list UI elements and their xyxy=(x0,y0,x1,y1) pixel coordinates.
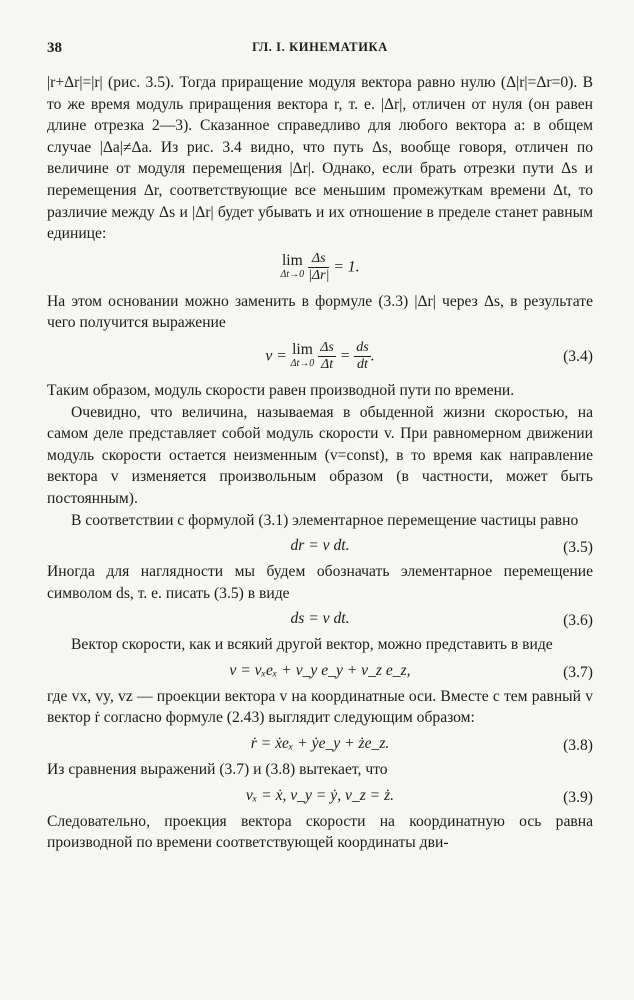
equation-number: (3.8) xyxy=(563,737,593,755)
paragraph: Иногда для наглядности мы будем обозначать элементарное перемещение символом ds, т. е. писать (3.5) в виде xyxy=(47,563,593,602)
limit-operator: lim Δt→0 xyxy=(280,252,305,281)
paragraph: В соответствии с формулой (3.1) элементарное перемещение частицы равно xyxy=(71,511,579,529)
fraction: $\frac{\Delta s}{\Delta t}$ xyxy=(320,339,334,372)
paragraph: |r+Δr|=|r| (рис. 3.5). Тогда приращение модуля вектора равно нулю (Δ|r|=Δr=0). В то же время модуль приращения вектора r, т. е. |Δr|, отличен от нуля (он равен длине отрезка 2—3). Сказанное справедливо для любого вектора a: в общем случае |Δa|≠Δa. Из рис. 3.4 видно, что путь Δs, вообще говоря, отличен по величине от модуля перемещения |Δr|. Однако, если брать отрезки пути Δs и перемещения Δr, соответствующие все меньшим промежуткам времени Δt, то различие между Δs и |Δr| будет убывать и их отношение в пределе станет равным единице: xyxy=(47,74,593,243)
paragraph: Вектор скорости, как и всякий другой вектор, можно представить в виде xyxy=(71,636,553,654)
equation-number: (3.7) xyxy=(563,663,593,681)
equation-number: (3.5) xyxy=(563,539,593,557)
equation-3-6: ds = v dt. (3.6) xyxy=(47,604,593,634)
page-header xyxy=(47,40,593,60)
page-number: 38 xyxy=(47,40,62,56)
running-title: ГЛ. I. КИНЕМАТИКА xyxy=(252,40,388,54)
fraction: $\frac{\Delta s}{|\Delta r|}$ xyxy=(308,250,330,283)
limit-operator: lim Δt→0 xyxy=(290,341,315,370)
paragraph: Таким образом, модуль скорости равен производной пути по времени. xyxy=(47,381,515,399)
equation-3-5: dr = v dt. (3.5) xyxy=(47,531,593,561)
equation-limit: lim Δt→0 $\frac{\Delta s}{|\Delta r|}$ = 1. xyxy=(280,250,360,283)
equation-3-7: v = vₓeₓ + v_y e_y + v_z e_z, (3.7) xyxy=(47,656,593,686)
paragraph: Очевидно, что величина, называемая в обыденной жизни скоростью, на самом деле представляет собой модуль скорости v. При равномерном движении модуль скорости остается неизменным (v=const), в то время как направление вектора v изменяется произвольным образом (в частности, может быть постоянным). xyxy=(47,403,593,507)
fraction: $\frac{ds}{dt}$ xyxy=(356,339,369,372)
equation-3-8: ṙ = ẋeₓ + ẏe_y + że_z. (3.8) xyxy=(47,729,593,759)
equation-number: (3.9) xyxy=(563,788,593,806)
equation-number: (3.6) xyxy=(563,612,593,630)
paragraph: Из сравнения выражений (3.7) и (3.8) вытекает, что xyxy=(47,761,388,779)
paragraph: Следовательно, проекция вектора скорости на координатную ось равна производной по времени соответствующей координаты дви- xyxy=(47,812,593,852)
equation-3-4: v = lim Δt→0 $\frac{\Delta s}{\Delta t}$ = $\frac{ds}{dt}$ . (3.4) xyxy=(265,339,593,372)
equation-number: (3.4) xyxy=(563,347,593,365)
equation-3-9: vₓ = ẋ, v_y = ẏ, v_z = ż. (3.9) xyxy=(47,781,593,811)
main-text xyxy=(47,72,593,854)
paragraph: На этом основании можно заменить в формуле (3.3) |Δr| через Δs, в результате чего получится выражение xyxy=(47,292,593,332)
paragraph: где vx, vy, vz — проекции вектора v на координатные оси. Вместе с тем равный v вектор ṙ согласно формуле (2.43) выглядит следующим образом: xyxy=(47,687,593,727)
